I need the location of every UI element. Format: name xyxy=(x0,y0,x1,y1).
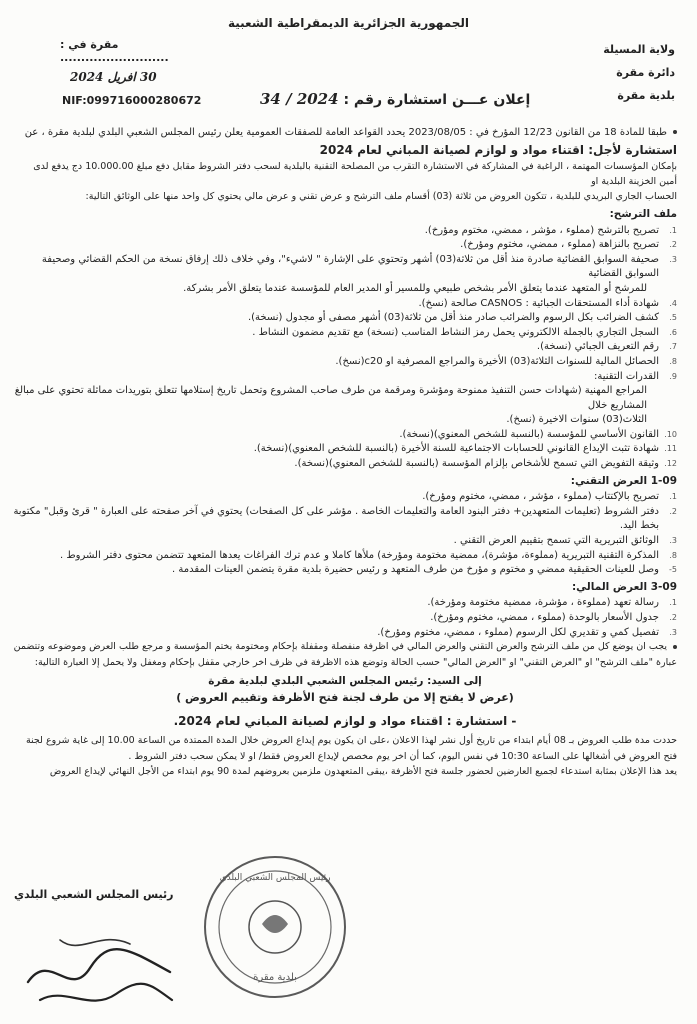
wilaya-label: ولاية المسيلة xyxy=(603,43,675,56)
candidacy-item xyxy=(13,457,677,472)
candidacy-item-text: وثيقة التفويض التي تسمح للأشخاص بإلزام المؤسسة (بالنسبة للشخص المعنوي)(نسخة). xyxy=(294,458,659,470)
closing-line-5: يعد هذا الإعلان بمثابة استدعاء لجميع العارضين لحضور جلسة فتح الأظرفة ،يبقى المتعهدون ملزمين بعروضهم لمدة 90 يوم ابتداء من الأجل النهائي لإيداع العروض xyxy=(49,766,677,778)
financial-item-text: تفصيل كمي و تقديري لكل الرسوم (مملوء ، ممضي، مختوم ومؤرخ). xyxy=(377,626,659,638)
technical-item xyxy=(13,534,677,549)
candidacy-item-text: كشف الضرائب بكل الرسوم والضرائب صادر منذ أقل من ثلاثة(03) أشهر مصفى أو مجدول (نسخة). xyxy=(247,312,659,324)
stamp-text: رئيس المجلس الشعبي البلدي xyxy=(219,873,331,883)
closing-line-1: يجب ان يوضع كل من ملف الترشح والعرض التقني والعرض المالي في اظرفة منفصلة ومقفلة بإحكام ومختومة بختم المؤسسة و مرجع طلب العرض وموضوعه وتتضمن xyxy=(13,640,677,655)
candidacy-item-number: 11. xyxy=(664,444,677,454)
financial-item-text: جدول الأسعار بالوحدة (مملوء ، ممضي، مختوم ومؤرخ). xyxy=(430,612,659,623)
handwritten-signature xyxy=(20,920,180,1015)
candidacy-item xyxy=(13,297,677,312)
administrative-block xyxy=(535,38,675,107)
technical-item xyxy=(13,563,677,578)
technical-item xyxy=(13,490,677,505)
candidacy-item-number: 2. xyxy=(669,240,677,250)
candidacy-item xyxy=(13,253,677,282)
candidacy-item-text: شهادة تثبت الإيداع القانوني للحسابات الاجتماعية للسنة الأخيرة (بالنسبة للشخص المعنوي)(نسخة). xyxy=(253,443,659,455)
candidacy-item-number: 5. xyxy=(669,313,677,323)
candidacy-item xyxy=(13,384,677,413)
candidacy-item xyxy=(13,428,677,443)
candidacy-item-number: 4. xyxy=(669,298,677,308)
candidacy-item-number: 3. xyxy=(669,254,677,264)
financial-heading: 3-09 العرض المالي: xyxy=(571,580,677,593)
candidacy-item xyxy=(13,442,677,457)
closing-line-3: حددت مدة طلب العروض بـ 08 أيام ابتداء من تاريخ أول نشر لهذا الاعلان ،على ان يكون يوم إيداع العروض خلال المدة الممتدة من الساعة 10.00 إلى غاية شروع لجنة xyxy=(25,735,677,747)
closing-line-2: عبارة "ملف الترشح" او "العرض التقني" او "العرض المالي" حسب الحالة وتوضع هذه الاظرفة في ظرف اخر خارجي مقفل بإحكام ومغفل ولا يحمل إلا العبارة التالية: xyxy=(34,656,677,668)
technical-item-number: 3. xyxy=(669,536,677,546)
candidacy-item-number: 7. xyxy=(669,342,677,352)
financial-item xyxy=(13,626,677,641)
candidacy-item-text: شهادة أداء المستحقات الجبائية : CASNOS صالحة (نسخ). xyxy=(418,297,659,309)
financial-item xyxy=(13,596,677,611)
consultation-title: استشارة لأجل: اقتناء مواد و لوازم لصيانة المباني لعام 2024 xyxy=(319,142,677,157)
candidacy-item xyxy=(13,282,677,297)
financial-list xyxy=(13,596,677,640)
technical-item xyxy=(13,505,677,534)
nif-number: NIF:099716000280672 xyxy=(62,94,202,107)
financial-item-number: 1. xyxy=(669,598,677,608)
official-stamp xyxy=(200,852,350,1002)
announcement-label: إعلان عـــن استشارة رقم : xyxy=(343,92,531,108)
daira-label: دائرة مقرة xyxy=(616,66,675,79)
technical-item-text: تصريح بالإكتتاب (مملوء ، مؤشر ، ممضي، مختوم ومؤرخ). xyxy=(422,491,659,503)
candidacy-heading: ملف الترشح: xyxy=(609,207,677,220)
candidacy-item-text: رقم التعريف الجبائي (نسخة). xyxy=(536,341,659,353)
candidacy-item-number: 8. xyxy=(669,356,677,366)
candidacy-item xyxy=(13,311,677,326)
technical-list xyxy=(13,490,677,578)
technical-item-number: 8. xyxy=(669,550,677,560)
technical-item-text: وصل للعينات الحقيقية ممضي و مختوم و مؤرخ من طرف المتعهد و رئيس حضيرة بلدية مقرة يتضمن العينات المقدمة . xyxy=(172,564,659,576)
technical-item-text: دفتر الشروط (تعليمات المتعهدين+ دفتر البنود العامة والتعليمات الخاصة . مؤشر على كل الصفحات) يحتوي في آخر صفحته على العبارة " قرئ وقبل" مكتوبة بخط اليد. xyxy=(13,505,659,532)
technical-item-text: المذكرة التقنية التبريرية (مملوءة، مؤشرة)، ممضية مختومة ومؤرخة) ملأها كاملا و عدم ترك الفراغات يعدها المتعهد تتضمن محتوى دفتر الشروط . xyxy=(60,549,659,561)
document-body xyxy=(13,126,677,781)
technical-item-number: 5- xyxy=(669,565,677,575)
candidacy-item-number: 12. xyxy=(664,459,677,469)
candidacy-item-text: تصريح بالنزاهة (مملوء ، ممضي، مختوم ومؤرخ). xyxy=(460,239,659,251)
stamp-bottom: بلدية مقرة xyxy=(253,972,297,983)
candidacy-item xyxy=(13,370,677,385)
candidacy-list xyxy=(13,224,677,472)
candidacy-item xyxy=(13,224,677,239)
technical-heading: 1-09 العرض التقني: xyxy=(570,474,677,487)
intro-line-3: الحساب الجاري البريدي للبلدية ، تتكون العروض من ثلاثة (03) أقسام ملف الترشح و عرض تقني و عرض مالي يحتوي كل واحد منها على الوثائق التالية: xyxy=(85,191,677,203)
candidacy-item-text: القدرات التقنية: xyxy=(594,370,659,382)
candidacy-item-number: 1. xyxy=(669,225,677,235)
republic-header: الجمهورية الجزائرية الديمقراطية الشعبية xyxy=(227,16,470,30)
closing-line-4: فتح العروض في أشغالها على الساعة 10:30 في نفس اليوم، كما أن اخر يوم مخصص لإيداع العروض فقط/ او لا يمكن سحب دفتر الشروط . xyxy=(128,750,677,762)
candidacy-item-text: المراجع المهنية (شهادات حسن التنفيذ ممنوحة ومؤشرة ومرقمة من طرف صاحب المشروع وتحمل تاريخ إستلامها تتعلق بتوريدات مماثلة تحتوي على مبالغ المشاريع خلال xyxy=(14,385,647,411)
candidacy-item xyxy=(13,326,677,341)
intro-line-2: بإمكان المؤسسات المهتمة ، الراغبة في المشاركة في الاستشارة التقرب من المصلحة التقنية بالبلدية لسحب دفتر الشروط مقابل دفع مبلغ 10.000.00 دج يدفع لدى أمين الخزينة البلدية او xyxy=(33,161,677,187)
financial-item xyxy=(13,611,677,626)
technical-item-number: 1. xyxy=(669,492,677,502)
candidacy-item-text: السجل التجاري بالجملة الالكتروني يحمل رمز النشاط المناسب (نسخة) مع تقديم مضمون النشاط . xyxy=(252,326,659,338)
financial-item-number: 3. xyxy=(669,627,677,637)
candidacy-item-text: القانون الأساسي للمؤسسة (بالنسبة للشخص المعنوي)(نسخة). xyxy=(399,428,659,440)
place-date-block xyxy=(60,38,230,84)
candidacy-item-text: الثلاث(03) سنوات الاخيرة (نسخ). xyxy=(506,414,647,426)
candidacy-item-number: 6. xyxy=(669,327,677,337)
consultation-subject: - استشارة : اقتناء مواد و لوازم لصيانة المباني لعام 2024. xyxy=(173,713,517,728)
candidacy-item-text: للمرشح أو المتعهد عندما يتعلق الأمر بشخص طبيعي وللمسير أو المدير العام للمؤسسة عندما يتعلق الأمر بشركة. xyxy=(183,282,647,294)
intro-line-1: طبقا للمادة 18 من القانون 12/23 المؤرخ في : 2023/08/05 يحدد القواعد العامة للصفقات العمومية يعلن رئيس المجلس الشعبي البلدي لبلدية مقرة ، عن xyxy=(13,126,677,141)
commune-label: بلدية مقرة xyxy=(617,89,675,102)
candidacy-item-text: الحصائل المالية للسنوات الثلاثة(03) الأخيرة والمراجع المصرفية او c20(نسخ). xyxy=(335,355,659,367)
candidacy-item-number: 9. xyxy=(669,371,677,381)
technical-item-number: 2. xyxy=(669,506,677,516)
announcement-number: 2024 / 34 xyxy=(260,90,339,108)
candidacy-item-text: تصريح بالترشح (مملوء ، مؤشر ، ممضي، مختوم ومؤرخ). xyxy=(424,224,659,236)
do-not-open-notice: (عرض لا يفتح إلا من طرف لجنة فتح الأظرفة وتقييم العروض ) xyxy=(176,690,514,704)
candidacy-item-number: 10. xyxy=(664,429,677,439)
candidacy-item-text: صحيفة السوابق القضائية صادرة منذ أقل من ثلاثة(03) أشهر وتحتوي على الإشارة " لاشيء"، وفي خلاف ذلك إرفاق نسخة من الحكم القضائي وصحيفة السوابق القضائية xyxy=(41,253,659,280)
financial-item-text: رسالة تعهد (مملوءة ، مؤشرة، ممضية مختومة ومؤرخة). xyxy=(427,597,659,609)
candidacy-item xyxy=(13,340,677,355)
signer-title: رئيس المجلس الشعبي البلدي xyxy=(14,888,174,901)
candidacy-item xyxy=(13,413,677,428)
technical-item xyxy=(13,549,677,564)
technical-item-text: الوثائق التبريرية التي تسمح بتقييم العرض التقني . xyxy=(453,535,659,547)
candidacy-item xyxy=(13,238,677,253)
place-label: مقرة في : .......................... xyxy=(60,38,169,64)
financial-item-number: 2. xyxy=(669,613,677,622)
announcement-title xyxy=(260,90,530,108)
candidacy-item xyxy=(13,355,677,370)
addressee: إلى السيد: رئيس المجلس الشعبي البلدي لبلدية مقرة xyxy=(208,675,482,688)
handwritten-date: 30 افريل 2024 xyxy=(70,70,157,84)
